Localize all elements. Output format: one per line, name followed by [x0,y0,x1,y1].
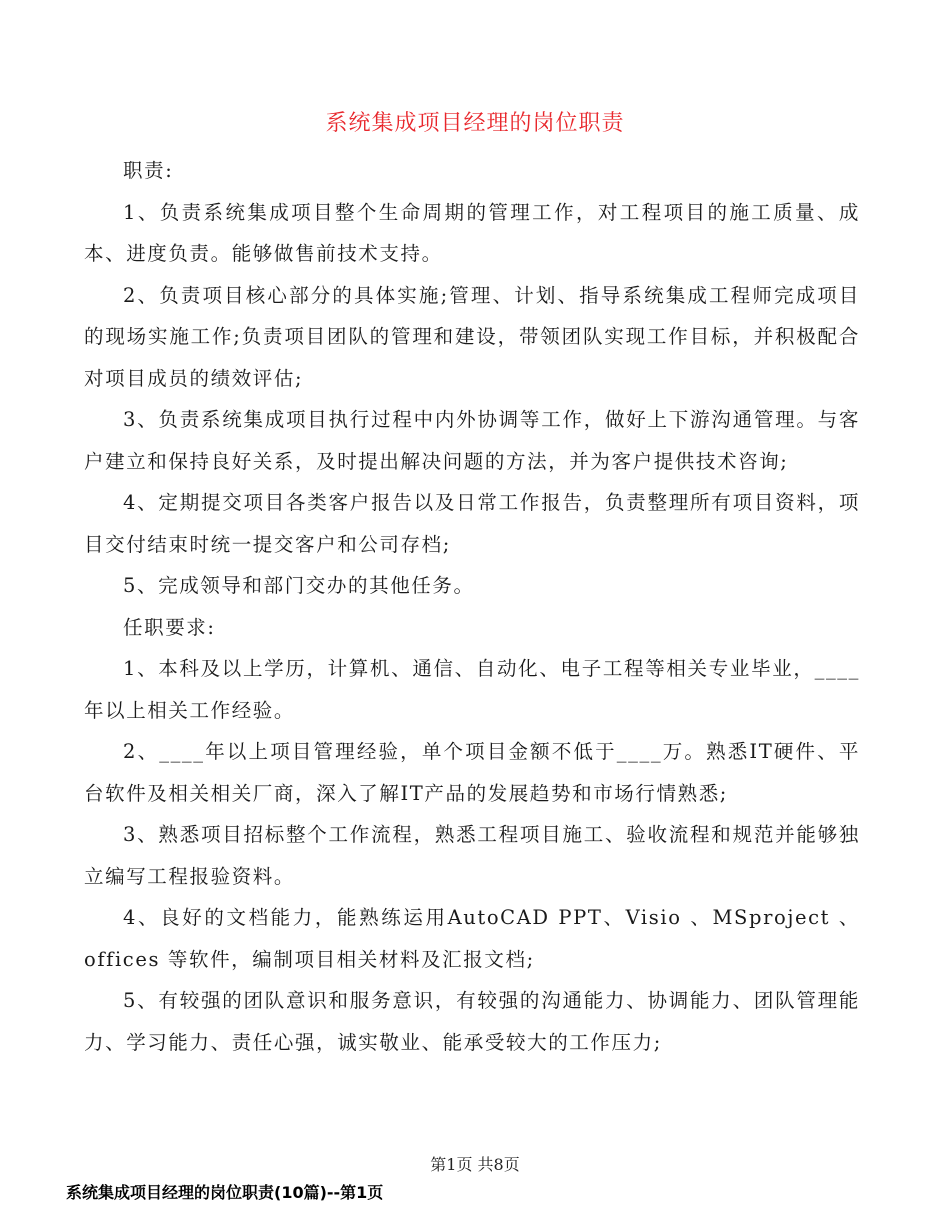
requirement-item-1: 1、本科及以上学历，计算机、通信、自动化、电子工程等相关专业毕业，____年以上相关工作经验。 [84,657,860,722]
document-title: 系统集成项目经理的岗位职责 [325,111,625,136]
section-heading-duties: 职责: [123,159,174,182]
section-heading-requirements: 任职要求: [123,615,216,639]
requirement-item-3: 3、熟悉项目招标整个工作流程，熟悉工程项目施工、验收流程和规范并能够独立编写工程报验资料。 [84,823,860,888]
duty-item-1: 1、负责系统集成项目整个生命周期的管理工作，对工程项目的施工质量、成本、进度负责。能够做售前技术支持。 [84,200,860,265]
duty-item-4: 4、定期提交项目各类客户报告以及日常工作报告，负责整理所有项目资料，项目交付结束时统一提交客户和公司存档; [84,491,860,556]
page-number: 第1页 共8页 [430,1155,520,1174]
requirement-item-4: 4、良好的文档能力，能熟练运用AutoCAD PPT、Visio 、MSproject 、 offices 等软件，编制项目相关材料及汇报文档; [84,906,860,971]
duty-item-3: 3、负责系统集成项目执行过程中内外协调等工作，做好上下游沟通管理。与客户建立和保持良好关系，及时提出解决问题的方法，并为客户提供技术咨询; [84,408,860,473]
document-body [84,150,860,1063]
duty-item-2: 2、负责项目核心部分的具体实施;管理、计划、指导系统集成工程师完成项目的现场实施工作;负责项目团队的管理和建设，带领团队实现工作目标，并积极配合对项目成员的绩效评估; [84,283,860,390]
requirement-item-2: 2、____年以上项目管理经验，单个项目金额不低于____万。熟悉IT硬件、平台软件及相关相关厂商，深入了解IT产品的发展趋势和市场行情熟悉; [84,740,860,805]
duty-item-5: 5、完成领导和部门交办的其他任务。 [123,574,475,597]
requirement-item-5: 5、有较强的团队意识和服务意识，有较强的沟通能力、协调能力、团队管理能力、学习能力、责任心强，诚实敬业、能承受较大的工作压力; [84,989,860,1054]
footer-caption: 系统集成项目经理的岗位职责(10篇)--第1页 [66,1183,384,1202]
